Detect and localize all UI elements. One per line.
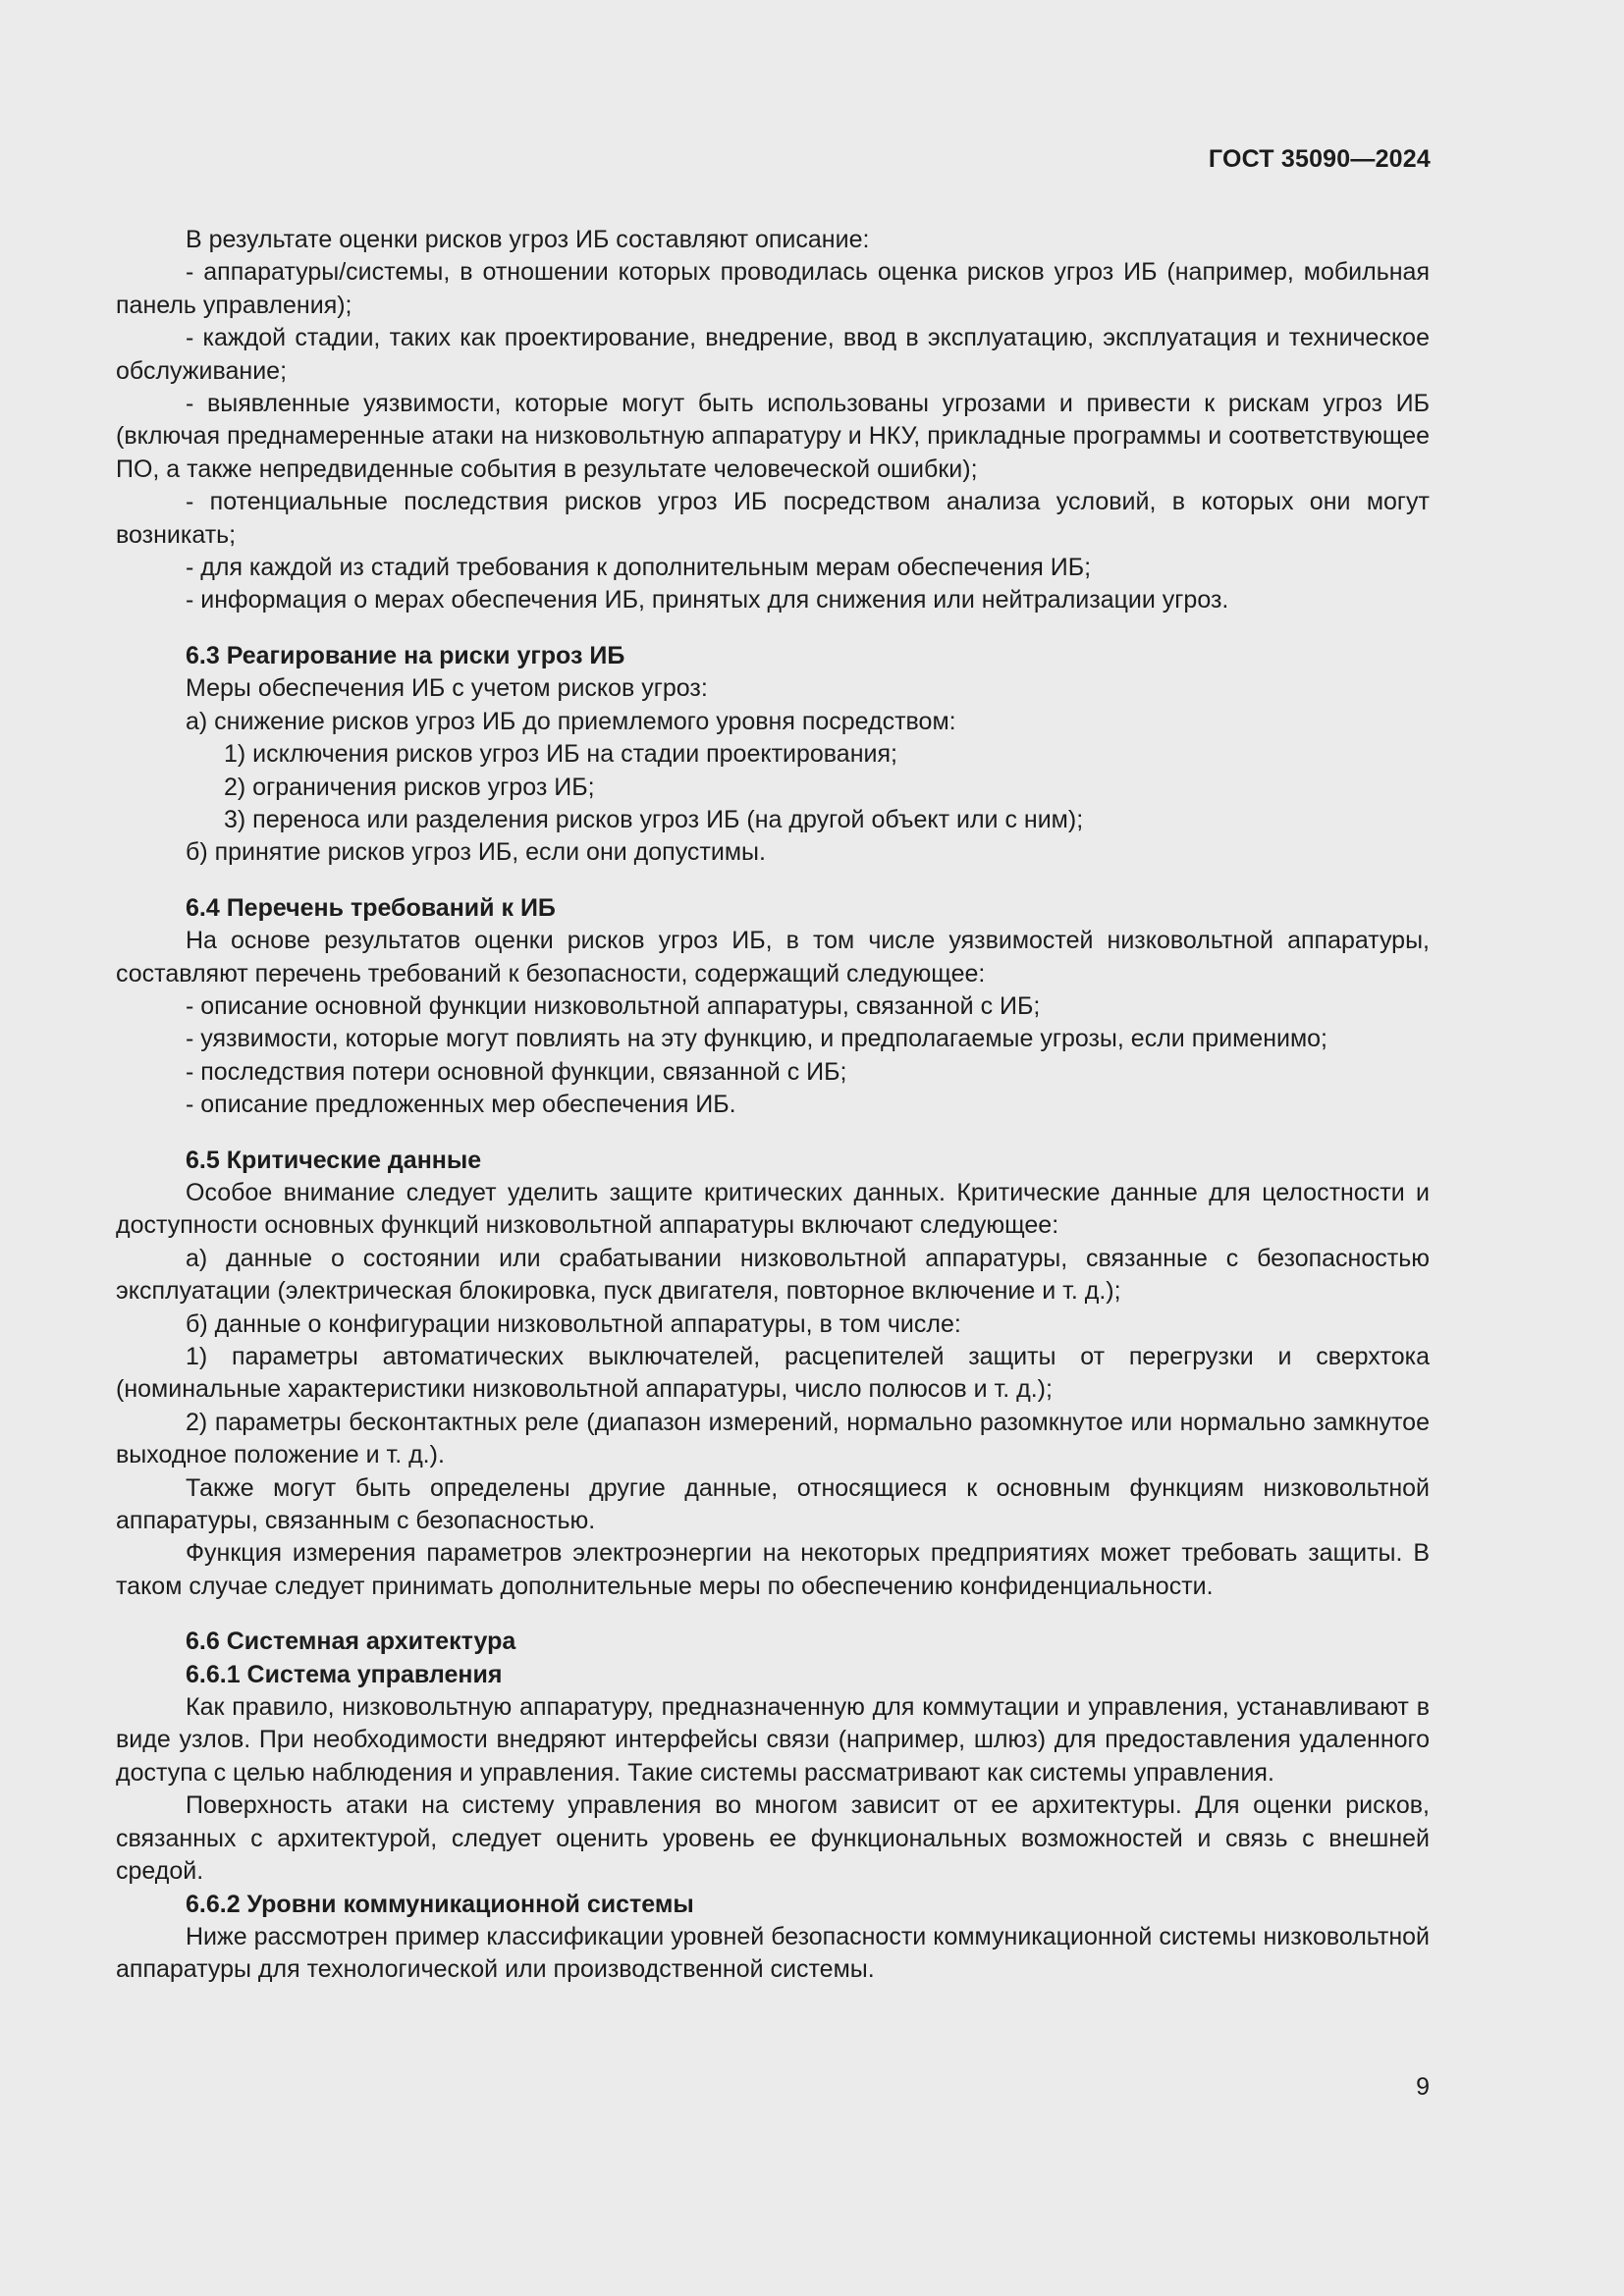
paragraph: 2) параметры бесконтактных реле (диапазон измерений, нормально разомкнутое или нормально замкнутое выходное положение и т. д.). (116, 1408, 1430, 1469)
bullet-item: - для каждой из стадий требования к дополнительным мерам обеспечения ИБ; (186, 554, 1092, 582)
bullet-item: - выявленные уязвимости, которые могут быть использованы угрозами и привести к рискам угроз ИБ (включая преднамеренные атаки на низковольтную аппаратуру и НКУ, прикладные программы и соответствующее ПО, а также непредвиденные события в результате человеческой ошибки); (116, 390, 1430, 483)
paragraph: б) данные о конфигурации низковольтной аппаратуры, в том числе: (186, 1309, 961, 1338)
list-item: б) принятие рисков угроз ИБ, если они допустимы. (186, 838, 766, 867)
subsection-heading: 6.6.1 Система управления (186, 1660, 503, 1688)
document-code-header: ГОСТ 35090—2024 (1208, 145, 1431, 173)
paragraph: Также могут быть определены другие данные, относящиеся к основным функциям низковольтной аппаратуры, связанным с безопасностью. (116, 1473, 1430, 1535)
paragraph: В результате оценки рисков угроз ИБ составляют описание: (186, 226, 870, 253)
list-item: Меры обеспечения ИБ с учетом рисков угроз: (186, 674, 708, 703)
section-heading: 6.4 Перечень требований к ИБ (186, 893, 556, 922)
bullet-item: - описание основной функции низковольтной аппаратуры, связанной с ИБ; (186, 991, 1041, 1020)
bullet-item: - потенциальные последствия рисков угроз ИБ посредством анализа условий, в которых они могут возникать; (116, 488, 1430, 549)
paragraph: Особое внимание следует уделить защите критических данных. Критические данные для целостности и доступности основных функций низковольтной аппаратуры включают следующее: (116, 1178, 1430, 1240)
bullet-item: - информация о мерах обеспечения ИБ, принятых для снижения или нейтрализации угроз. (186, 586, 1229, 614)
document-body (116, 224, 1430, 1987)
paragraph: На основе результатов оценки рисков угроз ИБ, в том числе уязвимостей низковольтной аппаратуры, составляют перечень требований к безопасности, содержащий следующее: (116, 927, 1430, 988)
sublist-item: 2) ограничения рисков угроз ИБ; (224, 773, 595, 801)
bullet-item: - аппаратуры/системы, в отношении которых проводилась оценка рисков угроз ИБ (например, мобильная панель управления); (116, 258, 1430, 319)
sublist-item: 1) исключения рисков угроз ИБ на стадии проектирования; (224, 740, 897, 769)
paragraph: Поверхность атаки на систему управления во многом зависит от ее архитектуры. Для оценки рисков, связанных с архитектурой, следует оценить уровень ее функциональных возможностей и связь с внешней средой. (116, 1791, 1430, 1886)
page-number: 9 (1416, 2073, 1430, 2101)
paragraph: Ниже рассмотрен пример классификации уровней безопасности коммуникационной системы низковольтной аппаратуры для технологической или производственной системы. (116, 1922, 1430, 1984)
section-heading: 6.5 Критические данные (186, 1146, 482, 1174)
subsection-heading: 6.6.2 Уровни коммуникационной системы (186, 1890, 694, 1918)
bullet-item: - уязвимости, которые могут повлиять на эту функцию, и предполагаемые угрозы, если применимо; (186, 1025, 1328, 1053)
bullet-item: - описание предложенных мер обеспечения ИБ. (186, 1091, 736, 1119)
paragraph: а) данные о состоянии или срабатывании низковольтной аппаратуры, связанные с безопасностью эксплуатации (электрическая блокировка, пуск двигателя, повторное включение и т. д.); (116, 1244, 1430, 1306)
list-item: а) снижение рисков угроз ИБ до приемлемого уровня посредством: (186, 707, 956, 735)
paragraph: Как правило, низковольтную аппаратуру, предназначенную для коммутации и управления, устанавливают в виде узлов. При необходимости внедряют интерфейсы связи (например, шлюз) для предоставления удаленного доступа с целью наблюдения и управления. Такие системы рассматривают как системы управления. (116, 1693, 1430, 1787)
section-heading: 6.6 Системная архитектура (186, 1628, 516, 1656)
sublist-item: 3) переноса или разделения рисков угроз ИБ (на другой объект или с ним); (224, 805, 1084, 833)
bullet-item: - каждой стадии, таких как проектирование, внедрение, ввод в эксплуатацию, эксплуатация и техническое обслуживание; (116, 324, 1430, 385)
section-heading: 6.3 Реагирование на риски угроз ИБ (186, 641, 625, 669)
bullet-item: - последствия потери основной функции, связанной с ИБ; (186, 1057, 847, 1086)
paragraph: 1) параметры автоматических выключателей, расцепителей защиты от перегрузки и сверхтока (номинальные характеристики низковольтной аппаратуры, число полюсов и т. д.); (116, 1343, 1430, 1404)
paragraph: Функция измерения параметров электроэнергии на некоторых предприятиях может требовать защиты. В таком случае следует принимать дополнительные меры по обеспечению конфиденциальности. (116, 1539, 1430, 1600)
